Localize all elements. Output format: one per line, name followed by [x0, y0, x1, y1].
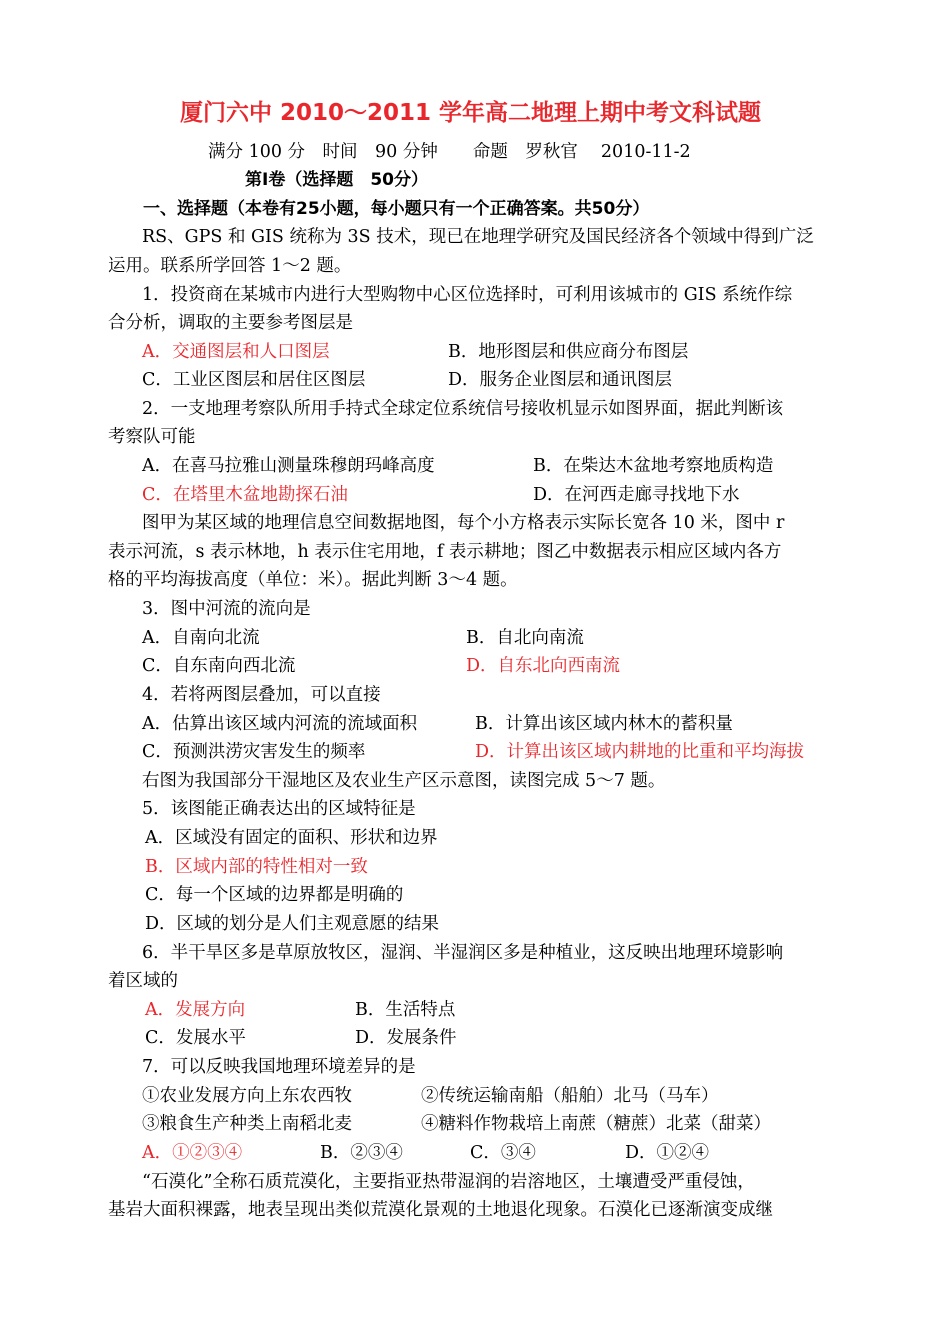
- statement-item: ④糖料作物栽培上南蔗（糖蔗）北菜（甜菜）: [421, 1114, 771, 1134]
- statement-item: ②传统运输南船（船舶）北马（马车）: [421, 1086, 719, 1106]
- option-b: B．生活特点: [355, 1000, 456, 1020]
- option-d: D．发展条件: [355, 1028, 457, 1048]
- option-d-answer: D．计算出该区域内耕地的比重和平均海拔: [475, 742, 805, 762]
- option-a: A．估算出该区域内河流的流域面积: [142, 714, 418, 734]
- question-stem: 5．该图能正确表达出的区域特征是: [142, 799, 416, 819]
- option-a: A．在喜马拉雅山测量珠穆朗玛峰高度: [142, 456, 435, 476]
- option-b: B．自北向南流: [466, 628, 584, 648]
- option-d: D．①②④: [625, 1143, 710, 1163]
- option-d: D．区域的划分是人们主观意愿的结果: [145, 914, 440, 934]
- option-b: B．地形图层和供应商分布图层: [448, 342, 689, 362]
- question-stem: 着区域的: [108, 971, 178, 991]
- question-stem: 考察队可能: [108, 427, 196, 447]
- option-c-answer: C．在塔里木盆地勘探石油: [142, 485, 348, 505]
- question-stem: 合分析，调取的主要参考图层是: [108, 313, 353, 333]
- passage-line: 基岩大面积裸露，地表呈现出类似荒漠化景观的土地退化现象。石漠化已逐渐演变成继: [108, 1200, 773, 1220]
- exam-title: 厦门六中 2010～2011 学年高二地理上期中考文科试题: [180, 100, 762, 126]
- question-stem: 2．一支地理考察队所用手持式全球定位系统信号接收机显示如图界面，据此判断该: [142, 399, 784, 419]
- question-stem: 4．若将两图层叠加，可以直接: [142, 685, 381, 705]
- statement-item: ①农业发展方向上东农西牧: [142, 1086, 352, 1106]
- passage-line: “石漠化”全称石质荒漠化，主要指亚热带湿润的岩溶地区，土壤遭受严重侵蚀，: [142, 1172, 755, 1192]
- option-c: C．发展水平: [145, 1028, 246, 1048]
- passage-line: 格的平均海拔高度（单位：米）。据此判断 3～4 题。: [108, 570, 518, 590]
- option-d-answer: D．自东北向西南流: [466, 656, 621, 676]
- passage-line: RS、GPS 和 GIS 统称为 3S 技术，现已在地理学研究及国民经济各个领域中得到广泛: [142, 227, 814, 247]
- option-a: A．自南向北流: [142, 628, 260, 648]
- option-c: C．预测洪涝灾害发生的频率: [142, 742, 366, 762]
- passage-line: 运用。联系所学回答 1～2 题。: [108, 256, 352, 276]
- question-stem: 3．图中河流的流向是: [142, 599, 311, 619]
- passage-line: 右图为我国部分干湿地区及农业生产区示意图，读图完成 5～7 题。: [142, 771, 666, 791]
- option-b: B．计算出该区域内林木的蓄积量: [475, 714, 733, 734]
- option-a-answer: A．交通图层和人口图层: [142, 342, 330, 362]
- passage-line: 图甲为某区域的地理信息空间数据地图，每个小方格表示实际长宽各 10 米，图中 r: [142, 513, 785, 533]
- option-d: D．服务企业图层和通讯图层: [448, 370, 673, 390]
- exam-meta: 满分 100 分 时间 90 分钟 命题 罗秋官 2010-11-2: [208, 142, 691, 162]
- statement-item: ③粮食生产种类上南稻北麦: [142, 1114, 352, 1134]
- option-b: B．②③④: [320, 1143, 403, 1163]
- option-b: B．在柴达木盆地考察地质构造: [533, 456, 774, 476]
- option-b-answer: B．区域内部的特性相对一致: [145, 857, 368, 877]
- volume-heading: 第Ⅰ卷（选择题 50分）: [245, 170, 428, 190]
- question-stem: 1．投资商在某城市内进行大型购物中心区位选择时，可利用该城市的 GIS 系统作综: [142, 285, 793, 305]
- question-stem: 6．半干旱区多是草原放牧区，湿润、半湿润区多是种植业，这反映出地理环境影响: [142, 943, 784, 963]
- question-stem: 7．可以反映我国地理环境差异的是: [142, 1057, 416, 1077]
- option-a: A．区域没有固定的面积、形状和边界: [145, 828, 438, 848]
- option-d: D．在河西走廊寻找地下水: [533, 485, 740, 505]
- option-c: C．③④: [470, 1143, 536, 1163]
- option-a-answer: A．①②③④: [142, 1143, 243, 1163]
- section-heading: 一、选择题（本卷有25小题，每小题只有一个正确答案。共50分）: [143, 199, 650, 219]
- option-c: C．自东南向西北流: [142, 656, 296, 676]
- option-c: C．每一个区域的边界都是明确的: [145, 885, 404, 905]
- option-a-answer: A．发展方向: [145, 1000, 246, 1020]
- passage-line: 表示河流，s 表示林地，h 表示住宅用地，f 表示耕地；图乙中数据表示相应区域内各方: [108, 542, 782, 562]
- option-c: C．工业区图层和居住区图层: [142, 370, 366, 390]
